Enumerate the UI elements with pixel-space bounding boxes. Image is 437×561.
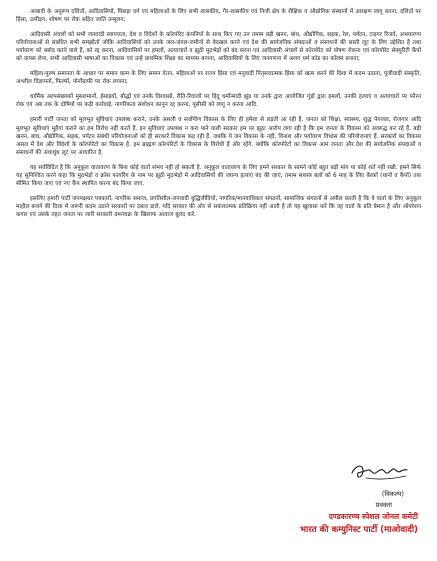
party-name: भारत की कम्युनिस्ट पार्टी (माओवादी) [300, 525, 418, 535]
paragraph-religious-minorities: धार्मिक अल्पसंख्यकों मुसलमानों, ईसाइयों, बौद्धों एवं उनके विश्वासों, रीति-रिवाजों पर हिंदू धर्मोन्मादी झुंड या उनके द्वारा आयोजित गुंडों द्वारा हमलों, उनकी हत्याएं व अत्याचारों पर फौरन रोक एवं अब तक के दोषियों पर कड़ी कार्रवाई, नागरिकता संशोधन कानून रद्द करना, यूसीसी को लागू न करना आदि. [16, 94, 421, 109]
paragraph-adivasi-autonomy: आदिवासी अंचलों को सभी जनवादी स्वायत्तता, देश व विदेशों के कॉरपोरेट कंपनियों के साथ किए गए उन तमाम बड़ी खनन, बांध, औद्योगिक, सड़क, रेल, पर्यटन, टाइगर रिजर्व, अभयारण्य परियोजनाओं से संबंधित सभी समझौतों जोकि आदिवासियों को उनके जल-जंगल-जमीनों से बेदखल करने एवं देश की सार्वजनिक संपदाओं व संसाधनों की सस्ती लूट के लिए उद्देशित हैं तथा पर्यावरण को बर्बाद करने वाले हैं, को रद्द करना, आदिवासियों पर हमलों, अत्याचारों व झूठी मुठभेड़ों को बंद करना एवं आदिवासी अंचलों से कॉरपोरेट को पोषण रोकना एवं कॉरपोरेट सेक्युरिटी कैंपों को वापस लेना, सभी आदिवासी भाषाओं का विकास एवं उन्हें प्राथमिक शिक्षा का माध्यम बनाना, आदिवासियों के लिए जनगणना में अलग धर्म कोड का कॉलम बनाना; [16, 32, 421, 63]
handwritten-signature [344, 460, 414, 486]
paragraph-talks-conditions: यह सर्वविदित है कि अनुकूल वातावरण के बिना कोई वार्ता संभव नहीं हो सकती है. अनुकूल वातावरण के लिए हमने सरकार के सामने कोई बहुत बड़ी मांग या कोई शर्त नहीं रखी. हमने सिर्फ यह सुनिश्चित करने कहा कि मुठभेड़ों व क्रॉस फायरिंग के नाम पर झूठी मुठभेड़ों में आदिवासियों की जघन्य हत्याएं बंद की जाएं, तमाम सशस्त्र बलों को 6 माह के लिए बैरकों (थानों व कैंपों) तक सीमित किया जाए एवं नए कैंप स्थापित करना बंद किया जाए. [16, 164, 421, 187]
document-body [16, 8, 421, 219]
signatory-name: (विकल्प) [381, 490, 404, 498]
paragraph-reservation: आबादी के अनुरूप दलितों, आदिवासियों, पिछड़ा वर्ग एवं महिलाओं के लिए सभी शासकीय, गैर-शासकीय एवं निजी क्षेत्र के शैक्षिक व औद्योगिक संस्थानों में आरक्षण लागू करना, दलितों पर हिंसा, उत्पीड़न, शोषण पर रोक सहित जाति उन्मूलन; [16, 9, 421, 24]
paragraph-development: हमारी पार्टी जनता को मूलभूत सुविधाएं उपलब्ध कराने, उनके असली व सर्वांगीण विकास के लिए ही हमेशा से लड़ती आ रही है. जनता को शिक्षा, स्वास्थ्य, शुद्ध पेयजल, रोजगार आदि मूलभूत सुविधाएं मुहैया कराने का हम विरोध नहीं करते हैं. इन सुविधाएं उपलब्ध न करा पाने वाली सरकार हम पर झूठा आरोप लगा रही है कि हम जनता के विकास को अवरुद्ध कर रहे हैं. बड़ी खनन, बांध, औद्योगिक, सड़क, पर्यटन संबंधी परियोजनाओं को ही सरकारें विकास कह रही हैं. जबकि ये जन विकास के नहीं, विनाश और पर्यावरण विध्वंस की परियोजनाएं हैं. सरकारों का विकास असल में देश और विदेशों के कॉरपोरेटों का विकास है. हम ब्राह्मण कॉरपोरेटों के विकास के विरोधी हैं और रहेंगे. क्योंकि कॉरपोरेटों का विकास आम जनता और देश की सार्वजनिक संपदाओं व संसाधनों की अंधाधुंध लूट पर आधारित है. [16, 117, 421, 156]
committee-name: दण्डकारण्य स्पेशल जोनल कमेटी [328, 512, 418, 521]
paragraph-gender-equality: महिला-पुरुष समानता के आधार पर समान काम के लिए समान वेतन, महिलाओं पर राज्य हिंसा एवं मनुवादी पितृसत्तात्मक हिंसा को खत्म करने की दिशा में कदम उठाना, पूंजीवादी संस्कृति, अश्लील विज्ञापनों, फिल्मों, पोर्नोग्राफी पर रोक लगाना; [16, 71, 421, 86]
paragraph-appeal: इसलिए हमारी पार्टी जनपक्षधर पत्रकारों, नागरिक समाज, प्रगतिशील-जनवादी बुद्धिजीवियों, नागरिक/मानवाधिकार संगठनों, सामाजिक संगठनों से अपील करती है कि वे वार्ता के लिए अनुकूल माहौल बनाने की दिशा में जरूरी कदम उठाने सरकारों पर दबाव डालें. यदि सरकार की ओर से सकारात्मक प्रतिक्रिया नहीं आती है तो यह खुलासा करें कि वह वार्ता के प्रति बेमान है और ऑपरेशन कगार एवं उसके तहत जनता पर जारी सरकारी दमनचक्र के खिलाफ आवाज बुलंद करें. [16, 195, 421, 218]
signatory-role: प्रवक्ता [375, 501, 392, 509]
